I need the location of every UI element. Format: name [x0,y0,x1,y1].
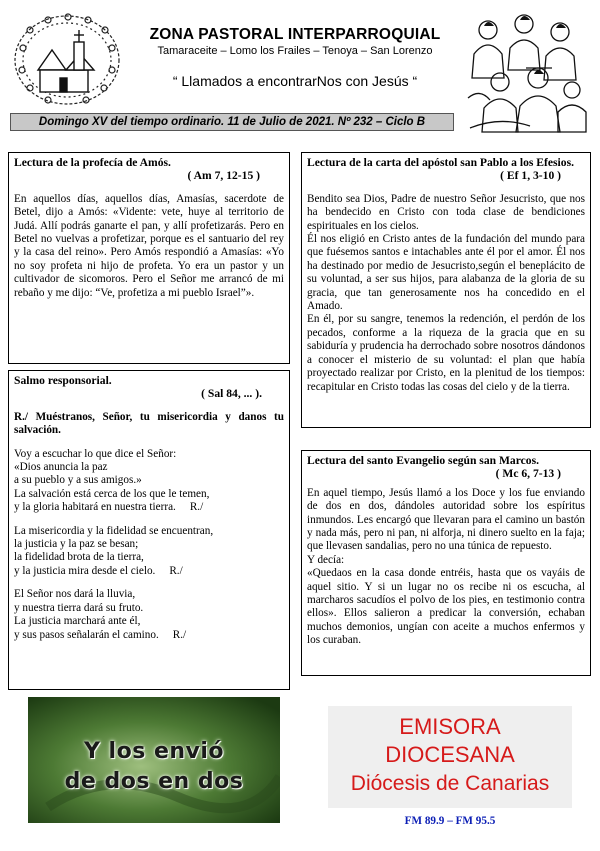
gospel-paragraph: En aquel tiempo, Jesús llamó a los Doce y los fue enviando de dos en dos, dándoles autoridad sobre los espíritus inmundos. Les encargó que llevaran para el camino un bastón y nada más, pero ni pan, ni alforja, ni dinero suelto en la faja; que llevasen sandalias, pero no una túnica de repuesto. [307,486,585,553]
psalm-line: y la justicia mira desde el cielo. R./ [14,564,183,577]
parish-logo-circle-of-people [8,8,126,110]
ephesians-paragraph: Él nos eligió en Cristo antes de la fundación del mundo para que fuésemos santos e intachables ante él por el amor. Él nos ha destinado por medio de Jesucristo,según el beneplácito de su voluntad, a ser sus hijos, para alabanza de la gloria de su gracia, que tan generosamente nos ha concedido en el Amado. [307,233,585,313]
radio-line-3: Diócesis de Canarias [350,772,550,795]
radio-line-2: DIOCESANA [385,742,515,767]
parishes-subtitle: Tamaraceite – Lomo los Frailes – Tenoya – San Lorenzo [157,45,433,57]
psalm-line: la justicia y la paz se besan; [14,538,139,551]
psalm-line: El Señor nos dará la lluvia, [14,588,136,601]
ephesians-reference: ( Ef 1, 3-10 ) [500,169,561,183]
psalm-line: y nuestra tierra dará su fruto. [14,601,144,614]
amos-heading: Lectura de la profecía de Amós. [14,156,171,169]
diocesan-radio-banner [328,706,572,808]
psalm-line: «Dios anuncia la paz [14,461,108,474]
psalm-line: La misericordia y la fidelidad se encuentran, [14,524,214,537]
psalm-line: y la gloria habitará en nuestra tierra. R./ [14,501,204,514]
gospel-paragraph: Y decía: [307,553,345,566]
ephesians-heading: Lectura de la carta del apóstol san Pablo a los Efesios. [307,156,574,169]
psalm-response: R./ Muéstranos, Señor, tu misericordia y danos tu salvación. [14,410,284,437]
banner-line-1: Y los envió [83,739,225,764]
ephesians-paragraph: Bendito sea Dios, Padre de nuestro Señor Jesucristo, que nos ha bendecido en Cristo con toda clase de bendiciones espirituales en los cielos. [307,192,585,232]
zone-title: ZONA PASTORAL INTERPARROQUIAL [149,26,441,43]
psalm-heading: Salmo responsorial. [14,374,112,387]
gospel-reference: ( Mc 6, 7-13 ) [495,467,561,481]
ephesians-reading-box [301,152,591,428]
sent-two-by-two-banner [28,697,280,823]
radio-frequencies: FM 89.9 – FM 95.5 [404,815,496,827]
psalm-line: Voy a escuchar lo que dice el Señor: [14,447,177,460]
gospel-heading: Lectura del santo Evangelio según san Marcos. [307,454,539,467]
ephesians-paragraph: En él, por su sangre, tenemos la redención, el perdón de los pecados, conforme a la riqueza de la gracia que en su sabiduría y prudencia ha derrochado sobre nosotros dándonos a conocer el misterio de su voluntad: el plan que había proyectado realizar por Cristo, en la plenitud de los tiempos: recapitular en Cristo todas las cosas del cielo y de la tierra. [307,313,585,393]
psalm-line: La justicia marchará ante él, [14,615,141,628]
psalm-line: y sus pasos señalarán el camino. R./ [14,628,187,641]
psalm-line: La salvación está cerca de los que le temen, [14,487,210,500]
gospel-paragraph: «Quedaos en la casa donde entréis, hasta que os vayáis de aquel sitio. Y si un lugar no os recibe ni os escucha, al marcharos sacudíos el polvo de los pies, en testimonio contra ellos». Ellos salieron a predicar la conversión, echaban muchos demonios, ungían con aceite a muchos enfermos y los curaban. [307,567,585,647]
psalm-box [8,370,290,690]
psalm-reference: ( Sal 84, ... ). [201,387,262,401]
amos-reference: ( Am 7, 12-15 ) [187,169,260,183]
jesus-with-people-illustration [460,8,590,134]
motto: “ Llamados a encontrarNos con Jesús “ [172,73,418,89]
gospel-reading-box [301,450,591,676]
banner-line-2: de dos en dos [64,769,244,794]
date-bar: Domingo XV del tiempo ordinario. 11 de Julio de 2021. Nº 232 – Ciclo B [10,113,454,131]
amos-text: En aquellos días, aquellos días, Amasías, sacerdote de Betel, dijo a Amós: «Vidente: vete, huye al territorio de Judá. Allí podrás ganarte el pan, y allí profetizarás. Pero en Betel no vuelvas a profetizar, porque es el santuario del rey y la casa del reino». Pero Amós respondió a Amasías: «Yo no soy profeta ni hijo de profeta. Yo era un pastor y un cultivador de sicomoros. Pero el Señor me arrancó de mi rebaño y me dijo: “Ve, profetiza a mi pueblo Israel”». [14,192,284,299]
psalm-line: a su pueblo y a sus amigos.» [14,474,142,487]
amos-reading-box [8,152,290,364]
psalm-line: la fidelidad brota de la tierra, [14,551,144,564]
radio-line-1: EMISORA [399,714,501,739]
